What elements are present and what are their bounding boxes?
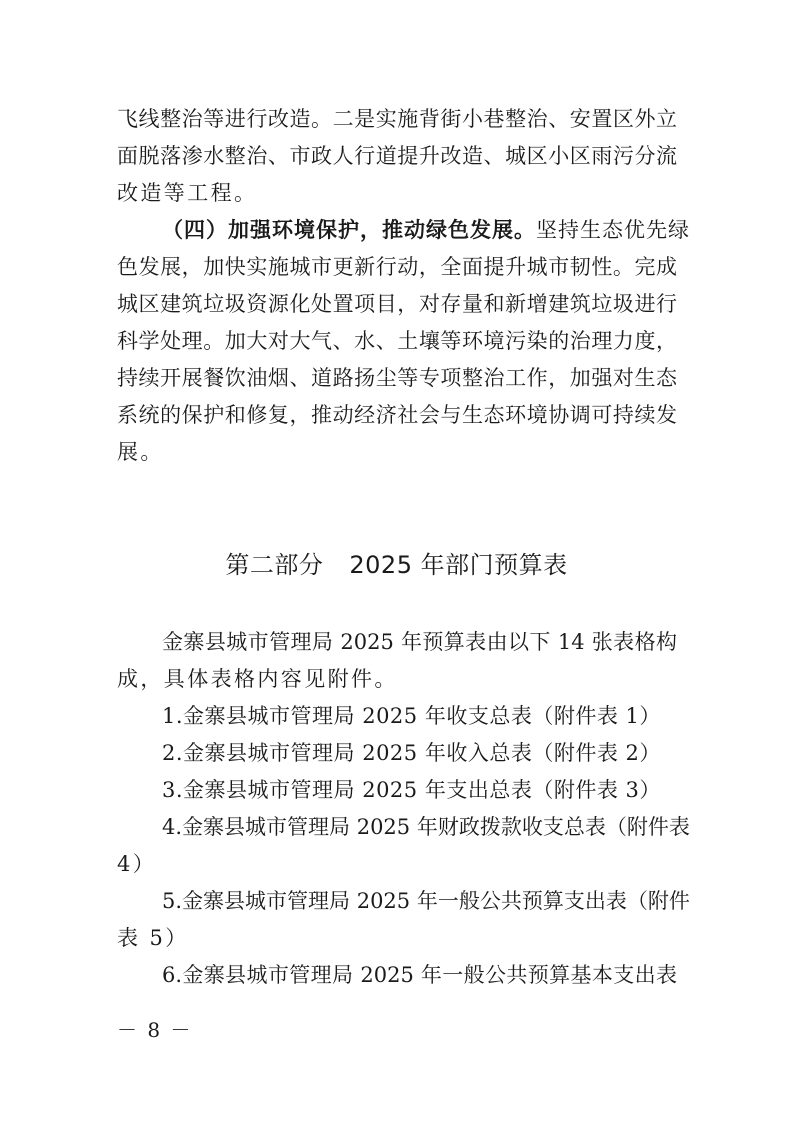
section-heading-line — [162, 214, 690, 246]
paragraph-line: 科学处理。加大对大气、水、土壤等环境污染的治理力度， — [117, 329, 677, 353]
list-item: 1.金寨县城市管理局 2025 年收支总表（附件表 1） — [162, 704, 661, 728]
paragraph-line: 城区建筑垃圾资源化处置项目，对存量和新增建筑垃圾进行 — [117, 292, 677, 316]
page-number: － 8 － — [117, 1018, 193, 1042]
part-label: 第二部分 — [225, 551, 324, 579]
paragraph-line: 成，具体表格内容见附件。 — [117, 667, 398, 691]
paragraph-line: 飞线整治等进行改造。二是实施背街小巷整治、安置区外立 — [117, 107, 677, 131]
paragraph-line: 展。 — [117, 440, 164, 464]
paragraph-line: 持续开展餐饮油烟、道路扬尘等专项整治工作，加强对生态 — [117, 366, 677, 390]
list-item-continuation: 表 5） — [117, 926, 189, 950]
paragraph-line: 改造等工程。 — [117, 181, 258, 205]
part-heading — [0, 548, 793, 582]
paragraph-line: 面脱落渗水整治、市政人行道提升改造、城区小区雨污分流 — [117, 144, 677, 168]
list-item: 2.金寨县城市管理局 2025 年收入总表（附件表 2） — [162, 741, 661, 765]
section-title: （四）加强环境保护，推动绿色发展。 — [162, 217, 536, 242]
list-item: 6.金寨县城市管理局 2025 年一般公共预算基本支出表 — [162, 963, 677, 987]
list-item-continuation: 4） — [117, 852, 157, 876]
paragraph-line: 系统的保护和修复，推动经济社会与生态环境协调可持续发 — [117, 403, 677, 427]
list-item: 5.金寨县城市管理局 2025 年一般公共预算支出表（附件 — [162, 889, 690, 913]
section-text: 坚持生态优先绿 — [536, 218, 690, 242]
list-item: 4.金寨县城市管理局 2025 年财政拨款收支总表（附件表 — [162, 815, 690, 839]
part-title: 2025 年部门预算表 — [349, 551, 568, 579]
paragraph-line: 色发展，加快实施城市更新行动，全面提升城市韧性。完成 — [117, 255, 677, 279]
paragraph-line: 金寨县城市管理局 2025 年预算表由以下 14 张表格构 — [162, 630, 677, 654]
list-item: 3.金寨县城市管理局 2025 年支出总表（附件表 3） — [162, 778, 661, 802]
